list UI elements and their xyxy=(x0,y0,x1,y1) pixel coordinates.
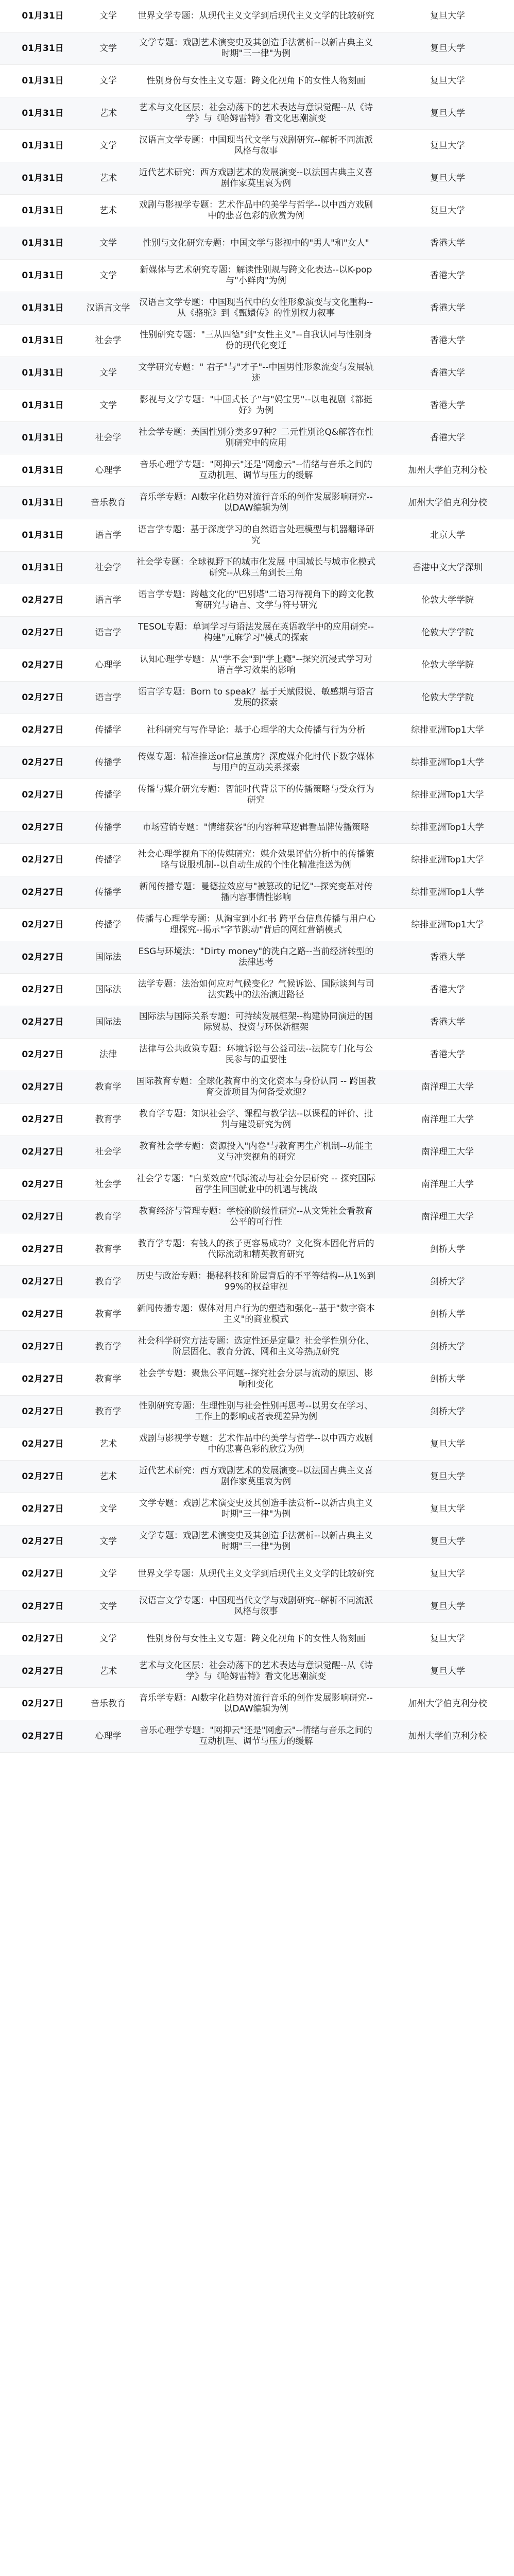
row-topic: 艺术与文化区层：社会动荡下的艺术表达与意识觉醒--从《诗学》与《哈姆雷特》看文化思潮演变 xyxy=(139,1660,373,1682)
row-field: 教育学 xyxy=(95,1374,122,1384)
row-date: 01月31日 xyxy=(22,270,64,281)
row-field: 法律 xyxy=(99,1049,117,1060)
row-school: 香港大学 xyxy=(430,270,465,281)
row-school: 复旦大学 xyxy=(430,173,465,183)
row-field: 教育学 xyxy=(95,1244,122,1255)
table-row xyxy=(0,1298,514,1331)
row-field: 艺术 xyxy=(99,1438,117,1449)
row-date: 02月27日 xyxy=(22,952,64,962)
row-date: 02月27日 xyxy=(22,1049,64,1060)
row-topic: 近代艺术研究：西方戏剧艺术的发展演变--以法国古典主义喜剧作家莫里哀为例 xyxy=(139,1466,373,1487)
row-date: 01月31日 xyxy=(22,335,64,346)
row-topic: 教育社会学专题：资源投入"内卷"与教育再生产机制--功能主义与冲突视角的研究 xyxy=(139,1141,373,1162)
table-row xyxy=(0,747,514,779)
row-topic: 教育学专题：知识社会学、课程与教学法--以课程的评价、批判与建设研究为例 xyxy=(139,1109,373,1130)
row-topic: 语言学专题：跨越文化的"巴别塔"二语习得视角下的跨文化教育研究与语言、文学与符号研究 xyxy=(138,589,374,611)
row-date: 01月31日 xyxy=(22,530,64,540)
row-topic: 法律与公共政策专题：环境诉讼与公益司法--法院专门化与公民参与的重要性 xyxy=(139,1044,373,1065)
row-topic: 影视与文学专题："中国式长子"与"妈宝男"--以电视剧《都挺好》为例 xyxy=(140,395,372,416)
row-date: 02月27日 xyxy=(22,659,64,670)
row-date: 01月31日 xyxy=(22,432,64,443)
row-topic: 传播与媒介研究专题：智能时代背景下的传播策略与受众行为研究 xyxy=(138,784,374,805)
row-school: 香港大学 xyxy=(430,1049,465,1060)
table-row xyxy=(0,1201,514,1233)
row-date: 02月27日 xyxy=(22,854,64,865)
row-field: 文学 xyxy=(99,270,117,281)
table-row xyxy=(0,584,514,617)
row-field: 文学 xyxy=(99,1601,117,1612)
row-date: 02月27日 xyxy=(22,1698,64,1709)
row-topic: 社会学专题：聚焦公平问题--探究社会分层与流动的原因、影响和变化 xyxy=(139,1368,373,1389)
row-school: 剑桥大学 xyxy=(430,1244,465,1255)
row-topic: ESG与环境法："Dirty money"的洗白之路--当前经济转型的法律思考 xyxy=(138,946,374,968)
table-row xyxy=(0,97,514,130)
row-topic: 音乐学专题：AI数字化趋势对流行音乐的创作发展影响研究--以DAW编辑为例 xyxy=(139,492,373,513)
row-school: 加州大学伯克利分校 xyxy=(408,497,487,508)
row-date: 02月27日 xyxy=(22,1568,64,1579)
row-school: 香港大学 xyxy=(430,367,465,378)
table-row xyxy=(0,487,514,519)
row-topic: 新媒体与艺术研究专题：解读性别规与跨文化表达--以K-pop与"小鲜肉"为例 xyxy=(140,265,372,286)
table-row xyxy=(0,649,514,682)
row-date: 02月27日 xyxy=(22,1179,64,1190)
row-date: 02月27日 xyxy=(22,1731,64,1741)
row-topic: 新闻传播专题：曼德拉效应与"被篡改的记忆"--探究变革对传播内容事情性影响 xyxy=(139,882,373,903)
row-topic: 社会学专题："白菜效应"代际流动与社会分层研究 -- 探究国际留学生回国就业中的机遇与挑战 xyxy=(136,1174,375,1195)
row-field: 传播学 xyxy=(95,919,122,930)
row-field: 文学 xyxy=(99,1536,117,1547)
row-date: 02月27日 xyxy=(22,724,64,735)
row-topic: 社会学专题：全球视野下的城市化发展 中国城长与城市化模式研究--从珠三角到长三角 xyxy=(136,557,376,578)
row-field: 文学 xyxy=(99,238,117,248)
row-topic: 性别研究专题：生理性别与社会性别再思考--以男女在学习、工作上的影响或者表现差异为例 xyxy=(139,1401,373,1422)
row-school: 综排亚洲Top1大学 xyxy=(411,887,484,897)
row-school: 剑桥大学 xyxy=(430,1341,465,1352)
row-topic: 国际教育专题：全球化教育中的文化资本与身份认同 -- 跨国教育交流项目为何备受欢迎? xyxy=(136,1076,376,1097)
table-row xyxy=(0,1396,514,1428)
table-row xyxy=(0,714,514,747)
row-field: 教育学 xyxy=(95,1211,122,1222)
row-topic: 国际法与国际关系专题：可持续发展框架--构建协同演进的国际贸易、投资与环保新框架 xyxy=(139,1011,373,1032)
row-field: 艺术 xyxy=(99,1666,117,1676)
row-date: 01月31日 xyxy=(22,75,64,86)
row-school: 香港大学 xyxy=(430,984,465,995)
table-row xyxy=(0,227,514,260)
table-row xyxy=(0,909,514,941)
row-topic: TESOL专题：单词学习与语法发展在英语教学中的应用研究--构建"元麻学习"模式的探索 xyxy=(138,622,374,643)
row-field: 艺术 xyxy=(99,205,117,216)
row-field: 文学 xyxy=(99,43,117,54)
row-school: 香港大学 xyxy=(430,432,465,443)
row-school: 综排亚洲Top1大学 xyxy=(411,789,484,800)
row-field: 文学 xyxy=(99,367,117,378)
row-date: 01月31日 xyxy=(22,400,64,411)
table-row xyxy=(0,519,514,552)
table-row xyxy=(0,1526,514,1558)
row-school: 香港大学 xyxy=(430,400,465,411)
row-date: 02月27日 xyxy=(22,595,64,605)
row-date: 01月31日 xyxy=(22,108,64,118)
table-row xyxy=(0,1461,514,1493)
row-school: 南洋理工大学 xyxy=(421,1146,474,1157)
row-field: 传播学 xyxy=(95,724,122,735)
row-school: 复旦大学 xyxy=(430,205,465,216)
table-row xyxy=(0,1331,514,1363)
row-school: 综排亚洲Top1大学 xyxy=(411,854,484,865)
row-field: 教育学 xyxy=(95,1114,122,1125)
row-date: 02月27日 xyxy=(22,1341,64,1352)
table-row xyxy=(0,1428,514,1461)
row-date: 01月31日 xyxy=(22,43,64,54)
table-row xyxy=(0,1590,514,1623)
table-row xyxy=(0,974,514,1006)
row-school: 复旦大学 xyxy=(430,43,465,54)
row-field: 教育学 xyxy=(95,1309,122,1319)
table-row xyxy=(0,1623,514,1655)
row-topic: 性别身份与女性主义专题：跨文化视角下的女性人物刻画 xyxy=(146,1633,366,1644)
row-field: 文学 xyxy=(99,400,117,411)
row-topic: 社会科学研究方法专题：选定性还是定量？社会学性别分化、阶层固化、教育分流、网和主义等热点研究 xyxy=(138,1336,374,1357)
row-date: 02月27日 xyxy=(22,822,64,833)
row-date: 02月27日 xyxy=(22,1438,64,1449)
row-topic: 汉语言文学专题：中国现当代文学与戏剧研究--解析不同流派风格与叙事 xyxy=(139,1596,373,1617)
row-field: 国际法 xyxy=(95,1016,122,1027)
row-school: 复旦大学 xyxy=(430,1471,465,1482)
table-row xyxy=(0,1039,514,1071)
row-topic: 市场营销专题："情绪获客"的内容种草逻辑看品牌传播策略 xyxy=(142,822,370,833)
row-topic: 艺术与文化区层：社会动荡下的艺术表达与意识觉醒--从《诗学》与《哈姆雷特》看文化思潮演变 xyxy=(139,103,373,124)
row-field: 社会学 xyxy=(95,1146,122,1157)
row-school: 复旦大学 xyxy=(430,1438,465,1449)
row-field: 传播学 xyxy=(95,887,122,897)
table-row xyxy=(0,1233,514,1266)
row-field: 传播学 xyxy=(95,854,122,865)
row-field: 教育学 xyxy=(95,1341,122,1352)
row-date: 01月31日 xyxy=(22,173,64,183)
table-row xyxy=(0,844,514,876)
row-topic: 近代艺术研究：西方戏剧艺术的发展演变--以法国古典主义喜剧作家莫里哀为例 xyxy=(139,167,373,189)
table-row xyxy=(0,422,514,454)
table-row xyxy=(0,779,514,811)
row-date: 01月31日 xyxy=(22,465,64,476)
row-field: 汉语言文学 xyxy=(86,302,130,313)
row-date: 02月27日 xyxy=(22,1114,64,1125)
table-row xyxy=(0,0,514,32)
row-school: 综排亚洲Top1大学 xyxy=(411,919,484,930)
row-date: 02月27日 xyxy=(22,984,64,995)
row-school: 南洋理工大学 xyxy=(421,1211,474,1222)
row-date: 02月27日 xyxy=(22,887,64,897)
row-topic: 性别身份与女性主义专题：跨文化视角下的女性人物刻画 xyxy=(146,75,366,86)
row-topic: 文学专题：戏剧艺术演变史及其创造手法赏析--以新古典主义时期"三一律"为例 xyxy=(139,1531,373,1552)
row-field: 艺术 xyxy=(99,1471,117,1482)
table-row xyxy=(0,552,514,584)
row-school: 伦敦大学学院 xyxy=(421,692,474,703)
table-row xyxy=(0,941,514,974)
row-school: 南洋理工大学 xyxy=(421,1179,474,1190)
row-date: 01月31日 xyxy=(22,10,64,21)
table-row xyxy=(0,1655,514,1688)
row-topic: 戏剧与影视学专题：艺术作品中的美学与哲学--以中西方戏剧中的悲喜色彩的欣赏为例 xyxy=(139,1433,373,1454)
row-school: 南洋理工大学 xyxy=(421,1114,474,1125)
table-row xyxy=(0,1493,514,1526)
row-topic: 性别与文化研究专题：中国文学与影视中的"男人"和"女人" xyxy=(143,238,369,248)
table-row xyxy=(0,32,514,65)
row-field: 国际法 xyxy=(95,984,122,995)
table-row xyxy=(0,1168,514,1201)
row-school: 复旦大学 xyxy=(430,1666,465,1676)
row-date: 01月31日 xyxy=(22,367,64,378)
row-date: 01月31日 xyxy=(22,140,64,151)
row-topic: 音乐心理学专题："网抑云"还是"网愈云"--情绪与音乐之间的互动机理、调节与压力的缓解 xyxy=(140,460,372,481)
row-date: 02月27日 xyxy=(22,1244,64,1255)
row-school: 香港大学 xyxy=(430,1016,465,1027)
row-topic: 新闻传播专题：媒体对用户行为的塑造和强化--基于"数字资本主义"的商业模式 xyxy=(136,1303,375,1325)
row-field: 教育学 xyxy=(95,1406,122,1417)
row-date: 02月27日 xyxy=(22,1471,64,1482)
row-topic: 音乐学专题：AI数字化趋势对流行音乐的创作发展影响研究--以DAW编辑为例 xyxy=(139,1693,373,1714)
row-topic: 法学专题：法治如何应对气候变化？气候诉讼、国际谈判与司法实践中的法治演进路径 xyxy=(138,979,374,1000)
table-row xyxy=(0,1104,514,1136)
row-field: 传播学 xyxy=(95,822,122,833)
table-row xyxy=(0,1688,514,1720)
table-row xyxy=(0,454,514,487)
row-field: 社会学 xyxy=(95,562,122,573)
row-topic: 文学专题：戏剧艺术演变史及其创造手法赏析--以新古典主义时期"三一律"为例 xyxy=(139,38,373,59)
row-date: 02月27日 xyxy=(22,1081,64,1092)
row-school: 伦敦大学学院 xyxy=(421,659,474,670)
row-topic: 教育经济与管理专题：学校的阶级性研究--从文凭社会看教育公平的可行性 xyxy=(139,1206,373,1227)
row-date: 02月27日 xyxy=(22,1374,64,1384)
row-date: 02月27日 xyxy=(22,757,64,768)
row-school: 剑桥大学 xyxy=(430,1406,465,1417)
row-school: 综排亚洲Top1大学 xyxy=(411,757,484,768)
row-date: 02月27日 xyxy=(22,1406,64,1417)
row-date: 01月31日 xyxy=(22,238,64,248)
row-field: 社会学 xyxy=(95,432,122,443)
row-field: 艺术 xyxy=(99,108,117,118)
row-date: 02月27日 xyxy=(22,1146,64,1157)
row-field: 艺术 xyxy=(99,173,117,183)
row-school: 加州大学伯克利分校 xyxy=(408,1731,487,1741)
row-topic: 传播与心理学专题：从淘宝到小红书 跨平台信息传播与用户心理探究--揭示"字节跳动"背后的网红营销模式 xyxy=(136,914,376,935)
row-topic: 社会学专题：美国性别分类多97种？二元性别论Q&解答在性别研究中的应用 xyxy=(138,427,374,448)
row-date: 02月27日 xyxy=(22,1016,64,1027)
row-topic: 教育学专题：有钱人的孩子更容易成功？文化资本固化背后的代际流动和精英教育研究 xyxy=(138,1239,374,1260)
row-field: 传播学 xyxy=(95,789,122,800)
table-row xyxy=(0,1266,514,1298)
table-row xyxy=(0,1071,514,1104)
table-row xyxy=(0,195,514,227)
table-row xyxy=(0,260,514,292)
row-date: 02月27日 xyxy=(22,1309,64,1319)
row-school: 北京大学 xyxy=(430,530,465,540)
row-school: 伦敦大学学院 xyxy=(421,595,474,605)
row-school: 综排亚洲Top1大学 xyxy=(411,724,484,735)
row-topic: 传媒专题：精准推送or信息茧房？深度媒介化时代下数字媒体与用户的互动关系探索 xyxy=(138,752,374,773)
row-field: 音乐教育 xyxy=(91,497,126,508)
table-row xyxy=(0,357,514,389)
row-school: 香港大学 xyxy=(430,302,465,313)
row-school: 香港大学 xyxy=(430,238,465,248)
row-school: 香港中文大学深圳 xyxy=(413,562,483,573)
row-school: 加州大学伯克利分校 xyxy=(408,465,487,476)
row-school: 剑桥大学 xyxy=(430,1374,465,1384)
row-topic: 语言学专题：基于深度学习的自然语言处理模型与机器翻译研究 xyxy=(138,524,374,546)
row-field: 语言学 xyxy=(95,530,122,540)
row-field: 心理学 xyxy=(95,659,122,670)
row-field: 心理学 xyxy=(95,1731,122,1741)
row-field: 国际法 xyxy=(95,952,122,962)
table-row xyxy=(0,1136,514,1168)
row-topic: 性别研究专题："三从四德"到"女性主义"--自我认同与性别身份的现代化变迁 xyxy=(140,330,372,351)
row-date: 02月27日 xyxy=(22,1536,64,1547)
row-field: 文学 xyxy=(99,1503,117,1514)
row-school: 复旦大学 xyxy=(430,108,465,118)
table-row xyxy=(0,617,514,649)
row-date: 02月27日 xyxy=(22,1211,64,1222)
row-date: 02月27日 xyxy=(22,692,64,703)
row-school: 南洋理工大学 xyxy=(421,1081,474,1092)
row-date: 01月31日 xyxy=(22,562,64,573)
row-date: 02月27日 xyxy=(22,1666,64,1676)
row-date: 02月27日 xyxy=(22,1503,64,1514)
row-field: 文学 xyxy=(99,75,117,86)
row-school: 香港大学 xyxy=(430,335,465,346)
row-field: 社会学 xyxy=(95,335,122,346)
table-row xyxy=(0,389,514,422)
row-topic: 世界文学专题：从现代主义文学到后现代主义文学的比较研究 xyxy=(138,10,374,21)
row-school: 加州大学伯克利分校 xyxy=(408,1698,487,1709)
row-field: 文学 xyxy=(99,10,117,21)
row-date: 02月27日 xyxy=(22,1601,64,1612)
row-field: 心理学 xyxy=(95,465,122,476)
row-date: 02月27日 xyxy=(22,1633,64,1644)
row-topic: 语言学专题：Born to speak？基于天赋假说、敏感期与语言发展的探索 xyxy=(138,687,374,708)
table-row xyxy=(0,876,514,909)
row-topic: 戏剧与影视学专题：艺术作品中的美学与哲学--以中西方戏剧中的悲喜色彩的欣赏为例 xyxy=(139,200,373,221)
table-row xyxy=(0,130,514,162)
row-field: 教育学 xyxy=(95,1081,122,1092)
row-school: 剑桥大学 xyxy=(430,1309,465,1319)
row-school: 复旦大学 xyxy=(430,1601,465,1612)
row-field: 语言学 xyxy=(95,595,122,605)
row-topic: 社科研究与写作导论：基于心理学的大众传播与行为分析 xyxy=(146,724,366,735)
table-row xyxy=(0,1558,514,1590)
row-school: 复旦大学 xyxy=(430,1568,465,1579)
row-topic: 汉语言文学专题：中国现当代文学与戏剧研究--解析不同流派风格与叙事 xyxy=(139,135,373,156)
row-school: 复旦大学 xyxy=(430,1536,465,1547)
row-field: 文学 xyxy=(99,1568,117,1579)
table-row xyxy=(0,325,514,357)
row-school: 复旦大学 xyxy=(430,75,465,86)
row-date: 01月31日 xyxy=(22,497,64,508)
row-topic: 汉语言文学专题：中国现当代中的女性形象演变与文化重构--从《骆驼》到《甄嬛传》的性别权力叙事 xyxy=(139,297,373,318)
row-date: 02月27日 xyxy=(22,1276,64,1287)
row-school: 复旦大学 xyxy=(430,140,465,151)
row-field: 文学 xyxy=(99,140,117,151)
table-row xyxy=(0,1006,514,1039)
row-topic: 世界文学专题：从现代主义文学到后现代主义文学的比较研究 xyxy=(138,1568,374,1579)
row-field: 语言学 xyxy=(95,627,122,638)
table-row xyxy=(0,682,514,714)
row-topic: 历史与政治专题：揭秘科技和阶层背后的不平等结构--从1%到99%的权益审视 xyxy=(136,1271,376,1292)
row-school: 复旦大学 xyxy=(430,1633,465,1644)
row-school: 伦敦大学学院 xyxy=(421,627,474,638)
row-date: 01月31日 xyxy=(22,205,64,216)
table-row xyxy=(0,1363,514,1396)
row-school: 综排亚洲Top1大学 xyxy=(411,822,484,833)
table-row xyxy=(0,162,514,195)
row-school: 香港大学 xyxy=(430,952,465,962)
row-topic: 文学研究专题：" 君子"与"才子"--中国男性形象流变与发展轨迹 xyxy=(138,362,374,383)
row-field: 社会学 xyxy=(95,1179,122,1190)
row-topic: 音乐心理学专题："网抑云"还是"网愈云"--情绪与音乐之间的互动机理、调节与压力的缓解 xyxy=(140,1725,372,1747)
table-row xyxy=(0,1720,514,1753)
row-date: 02月27日 xyxy=(22,789,64,800)
row-date: 01月31日 xyxy=(22,302,64,313)
row-field: 文学 xyxy=(99,1633,117,1644)
table-row xyxy=(0,811,514,844)
row-field: 教育学 xyxy=(95,1276,122,1287)
row-field: 音乐教育 xyxy=(91,1698,126,1709)
row-topic: 社会心理学视角下的传媒研究：媒介效果评估分析中的传播策略与说服机制--以自动生成的个性化精准推送为例 xyxy=(138,849,374,870)
table-row xyxy=(0,65,514,97)
row-school: 复旦大学 xyxy=(430,10,465,21)
row-topic: 文学专题：戏剧艺术演变史及其创造手法赏析--以新古典主义时期"三一律"为例 xyxy=(139,1498,373,1519)
row-date: 02月27日 xyxy=(22,919,64,930)
row-field: 传播学 xyxy=(95,757,122,768)
row-date: 02月27日 xyxy=(22,627,64,638)
row-topic: 认知心理学专题：从"学不会"到"学上瘾"--探究沉浸式学习对语言学习效果的影响 xyxy=(140,654,372,675)
table-row xyxy=(0,292,514,325)
row-field: 语言学 xyxy=(95,692,122,703)
row-school: 复旦大学 xyxy=(430,1503,465,1514)
row-school: 剑桥大学 xyxy=(430,1276,465,1287)
